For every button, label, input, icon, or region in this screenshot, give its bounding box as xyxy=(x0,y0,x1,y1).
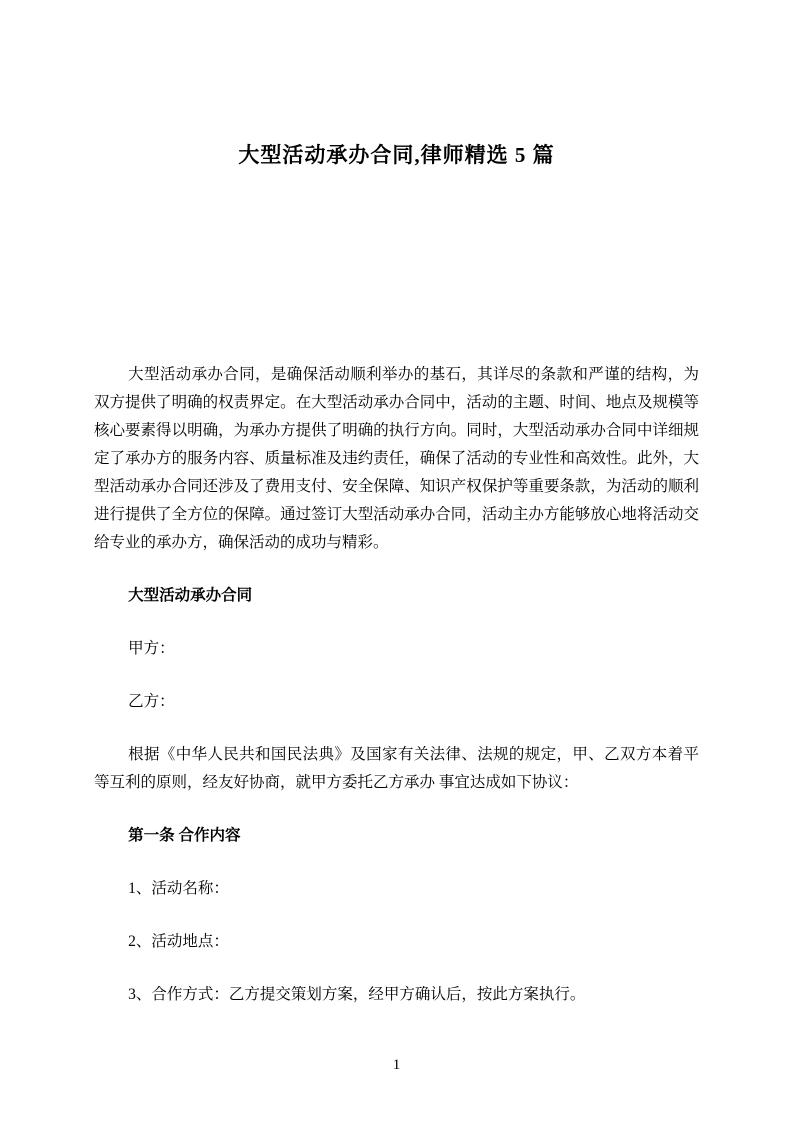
basis-paragraph: 根据《中华人民共和国民法典》及国家有关法律、法规的规定，甲、乙双方本着平等互利的原则，经友好协商，就甲方委托乙方承办 事宜达成如下协议： xyxy=(94,746,699,791)
item-cooperation-method: 3、合作方式：乙方提交策划方案，经甲方确认后，按此方案执行。 xyxy=(128,986,586,1003)
intro-paragraph: 大型活动承办合同，是确保活动顺利举办的基石，其详尽的条款和严谨的结构，为双方提供了明确的权责界定。在大型活动承办合同中，活动的主题、时间、地点及规模等核心要素得以明确，为承办方提供了明确的执行方向。同时，大型活动承办合同中详细规定了承办方的服务内容、质量标准及违约责任，确保了活动的专业性和高效性。此外，大型活动承办合同还涉及了费用支付、安全保障、知识产权保护等重要条款，为活动的顺利进行提供了全方位的保障。通过签订大型活动承办合同，活动主办方能够放心地将活动交给专业的承办方，确保活动的成功与精彩。 xyxy=(94,366,699,551)
page-number: 1 xyxy=(392,1057,401,1073)
section-heading: 大型活动承办合同 xyxy=(128,587,253,604)
party-a-line: 甲方： xyxy=(128,640,175,657)
item-activity-name: 1、活动名称： xyxy=(128,880,229,897)
item-activity-location: 2、活动地点： xyxy=(128,933,229,950)
article-1-heading: 第一条 合作内容 xyxy=(128,827,241,844)
party-b-line: 乙方： xyxy=(128,693,175,710)
document-title: 大型活动承办合同,律师精选 5 篇 xyxy=(238,143,555,167)
